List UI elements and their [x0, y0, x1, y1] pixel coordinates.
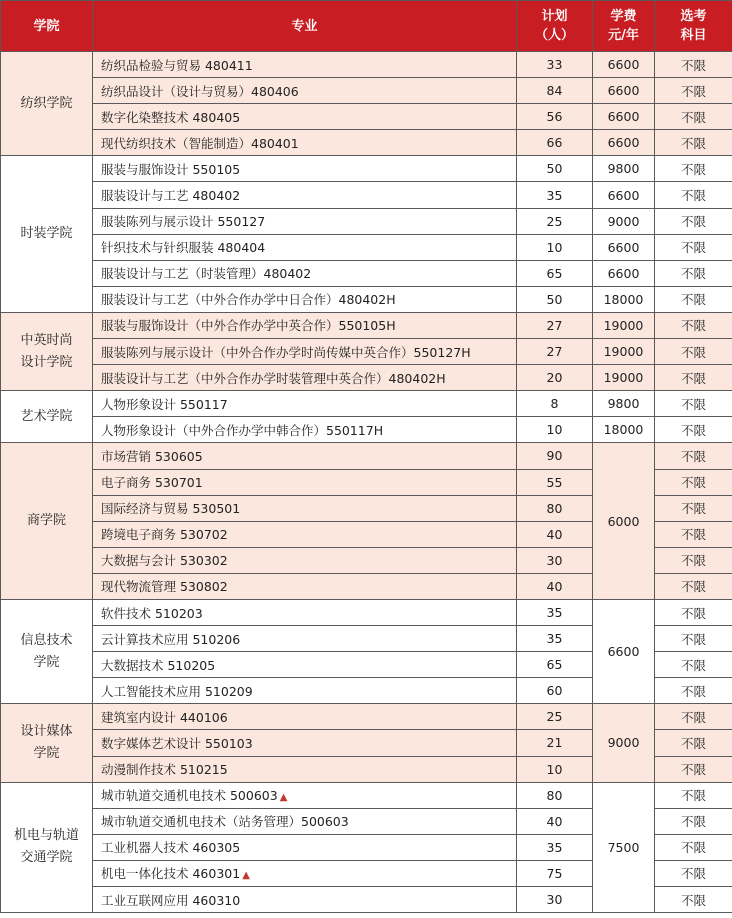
- major-name: 服装设计与工艺（中外合作办学时装管理中英合作）480402H: [101, 370, 446, 386]
- college-name-line: 商学院: [26, 513, 66, 529]
- major-name: 云计算技术应用 510206: [101, 631, 241, 647]
- major-cell: [93, 678, 517, 704]
- fee-cell: 9800: [593, 391, 655, 417]
- subject-cell: 不限: [655, 704, 732, 730]
- table-row: [1, 182, 732, 208]
- fee-cell: 19000: [593, 339, 655, 365]
- fee-cell: 6600: [593, 130, 655, 156]
- plan-cell: 35: [517, 626, 593, 652]
- subject-cell: 不限: [655, 208, 732, 234]
- major-name: 数字媒体艺术设计 550103: [101, 735, 253, 751]
- subject-cell: 不限: [655, 469, 732, 495]
- major-name: 服装陈列与展示设计（中外合作办学时尚传媒中英合作）550127H: [101, 344, 471, 360]
- major-cell: [93, 599, 517, 625]
- plan-cell: 10: [517, 756, 593, 782]
- major-name: 动漫制作技术 510215: [101, 762, 228, 778]
- plan-cell: 27: [517, 312, 593, 338]
- subject-cell: 不限: [655, 599, 732, 625]
- subject-cell: 不限: [655, 339, 732, 365]
- fee-cell: 6600: [593, 182, 655, 208]
- college-name-line: 设计学院: [20, 354, 73, 370]
- table-row: [1, 782, 732, 808]
- major-cell: [93, 443, 517, 469]
- major-name: 工业机器人技术 460305: [101, 840, 241, 856]
- plan-cell: 55: [517, 469, 593, 495]
- plan-cell: 25: [517, 208, 593, 234]
- major-name: 服装设计与工艺（时装管理）480402: [101, 266, 312, 282]
- plan-cell: 8: [517, 391, 593, 417]
- fee-cell: 6600: [593, 234, 655, 260]
- major-name: 现代纺织技术（智能制造）480401: [101, 135, 299, 151]
- header-major: 专业: [93, 1, 517, 52]
- major-cell: [93, 156, 517, 182]
- major-name: 人物形象设计（中外合作办学中韩合作）550117H: [101, 422, 384, 438]
- table-row: [1, 417, 732, 443]
- table-row: [1, 130, 732, 156]
- plan-cell: 50: [517, 156, 593, 182]
- college-name-line: 中英时尚: [20, 332, 73, 348]
- table-row: [1, 234, 732, 260]
- subject-cell: 不限: [655, 130, 732, 156]
- header-plan: 计划 （人）: [517, 1, 593, 52]
- major-name: 城市轨道交通机电技术（站务管理）500603: [101, 814, 349, 830]
- header-subject: 选考 科目: [655, 1, 732, 52]
- subject-cell: 不限: [655, 156, 732, 182]
- plan-cell: 56: [517, 104, 593, 130]
- fee-cell: 19000: [593, 365, 655, 391]
- major-name: 大数据技术 510205: [101, 657, 216, 673]
- major-cell: [93, 887, 517, 913]
- table-row: [1, 52, 732, 78]
- major-name: 工业互联网应用 460310: [101, 892, 241, 908]
- major-cell: [93, 808, 517, 834]
- subject-cell: 不限: [655, 78, 732, 104]
- subject-cell: 不限: [655, 495, 732, 521]
- plan-cell: 35: [517, 182, 593, 208]
- table-row: [1, 704, 732, 730]
- table-row: [1, 156, 732, 182]
- major-cell: [93, 78, 517, 104]
- plan-cell: 75: [517, 860, 593, 886]
- major-cell: [93, 626, 517, 652]
- subject-cell: 不限: [655, 312, 732, 338]
- major-cell: [93, 834, 517, 860]
- major-name: 大数据与会计 530302: [101, 553, 228, 569]
- major-cell: [93, 365, 517, 391]
- subject-cell: 不限: [655, 730, 732, 756]
- major-name: 国际经济与贸易 530501: [101, 501, 241, 517]
- header-fee: 学费 元/年: [593, 1, 655, 52]
- major-name: 电子商务 530701: [101, 475, 203, 491]
- college-name-line: 学院: [33, 654, 60, 670]
- table-header-row: [1, 1, 732, 52]
- major-name: 市场营销 530605: [101, 448, 203, 464]
- plan-cell: 10: [517, 234, 593, 260]
- plan-cell: 10: [517, 417, 593, 443]
- college-name-line: 交通学院: [20, 850, 73, 866]
- major-cell: [93, 339, 517, 365]
- subject-cell: 不限: [655, 260, 732, 286]
- major-name: 现代物流管理 530802: [101, 579, 228, 595]
- subject-cell: 不限: [655, 52, 732, 78]
- fee-cell: 9000: [593, 208, 655, 234]
- college-cell: [1, 704, 93, 782]
- college-cell: [1, 52, 93, 156]
- major-cell: [93, 391, 517, 417]
- plan-cell: 40: [517, 573, 593, 599]
- major-cell: [93, 104, 517, 130]
- table-row: [1, 208, 732, 234]
- college-name-line: 学院: [33, 745, 60, 761]
- subject-cell: 不限: [655, 365, 732, 391]
- subject-cell: 不限: [655, 182, 732, 208]
- major-name: 数字化染整技术 480405: [101, 109, 241, 125]
- table-body: [1, 52, 732, 913]
- subject-cell: 不限: [655, 573, 732, 599]
- college-cell: [1, 443, 93, 600]
- subject-cell: 不限: [655, 808, 732, 834]
- fee-cell: 6600: [593, 260, 655, 286]
- subject-cell: 不限: [655, 443, 732, 469]
- table-row: [1, 260, 732, 286]
- major-cell: [93, 704, 517, 730]
- major-cell: [93, 521, 517, 547]
- major-name: 服装设计与工艺（中外合作办学中日合作）480402H: [101, 292, 396, 308]
- triangle-marker-icon: ▲: [279, 792, 288, 804]
- major-cell: [93, 860, 517, 886]
- major-name: 软件技术 510203: [101, 605, 203, 621]
- fee-cell: 18000: [593, 286, 655, 312]
- fee-cell: 6000: [593, 443, 655, 600]
- college-name-line: 艺术学院: [20, 408, 73, 424]
- plan-cell: 90: [517, 443, 593, 469]
- fee-cell: 9000: [593, 704, 655, 782]
- fee-cell: 6600: [593, 52, 655, 78]
- subject-cell: 不限: [655, 104, 732, 130]
- college-cell: [1, 599, 93, 703]
- major-cell: [93, 756, 517, 782]
- major-cell: [93, 547, 517, 573]
- major-name: 针织技术与针织服装 480404: [101, 240, 266, 256]
- table-row: [1, 443, 732, 469]
- table-row: [1, 78, 732, 104]
- table-row: [1, 286, 732, 312]
- major-name: 建筑室内设计 440106: [101, 709, 228, 725]
- major-cell: [93, 782, 517, 808]
- subject-cell: 不限: [655, 652, 732, 678]
- table-row: [1, 365, 732, 391]
- subject-cell: 不限: [655, 626, 732, 652]
- subject-cell: 不限: [655, 391, 732, 417]
- subject-cell: 不限: [655, 782, 732, 808]
- fee-cell: 19000: [593, 312, 655, 338]
- major-cell: [93, 130, 517, 156]
- plan-cell: 66: [517, 130, 593, 156]
- college-name-line: 机电与轨道: [13, 828, 79, 844]
- major-name: 服装与服饰设计（中外合作办学中英合作）550105H: [101, 318, 396, 334]
- plan-cell: 65: [517, 652, 593, 678]
- subject-cell: 不限: [655, 887, 732, 913]
- table-row: [1, 104, 732, 130]
- plan-cell: 35: [517, 834, 593, 860]
- college-cell: [1, 391, 93, 443]
- major-cell: [93, 652, 517, 678]
- fee-cell: 6600: [593, 78, 655, 104]
- major-name: 服装陈列与展示设计 550127: [101, 214, 266, 230]
- major-cell: [93, 417, 517, 443]
- plan-cell: 27: [517, 339, 593, 365]
- plan-cell: 80: [517, 495, 593, 521]
- college-cell: [1, 312, 93, 390]
- major-name: 服装与服饰设计 550105: [101, 161, 241, 177]
- major-name: 服装设计与工艺 480402: [101, 188, 241, 204]
- major-cell: [93, 260, 517, 286]
- triangle-marker-icon: ▲: [242, 870, 250, 882]
- subject-cell: 不限: [655, 234, 732, 260]
- table-row: [1, 339, 732, 365]
- plan-cell: 25: [517, 704, 593, 730]
- major-cell: [93, 573, 517, 599]
- major-cell: [93, 312, 517, 338]
- table-row: [1, 391, 732, 417]
- subject-cell: 不限: [655, 547, 732, 573]
- plan-cell: 21: [517, 730, 593, 756]
- plan-cell: 65: [517, 260, 593, 286]
- subject-cell: 不限: [655, 417, 732, 443]
- plan-cell: 30: [517, 887, 593, 913]
- college-cell: [1, 782, 93, 912]
- subject-cell: 不限: [655, 756, 732, 782]
- fee-cell: 6600: [593, 599, 655, 703]
- subject-cell: 不限: [655, 860, 732, 886]
- table-row: [1, 312, 732, 338]
- plan-cell: 84: [517, 78, 593, 104]
- major-cell: [93, 286, 517, 312]
- fee-cell: 9800: [593, 156, 655, 182]
- major-name: 人物形象设计 550117: [101, 396, 228, 412]
- college-name-line: 设计媒体: [20, 723, 73, 739]
- plan-cell: 60: [517, 678, 593, 704]
- major-name: 人工智能技术应用 510209: [101, 683, 253, 699]
- plan-cell: 20: [517, 365, 593, 391]
- major-cell: [93, 495, 517, 521]
- subject-cell: 不限: [655, 678, 732, 704]
- major-cell: [93, 730, 517, 756]
- major-cell: [93, 469, 517, 495]
- college-cell: [1, 156, 93, 313]
- major-name: 纺织品设计（设计与贸易）480406: [101, 83, 299, 99]
- major-cell: [93, 208, 517, 234]
- major-name: 纺织品检验与贸易 480411: [101, 57, 253, 73]
- plan-cell: 40: [517, 521, 593, 547]
- plan-cell: 80: [517, 782, 593, 808]
- header-college: 学院: [1, 1, 93, 52]
- table-row: [1, 599, 732, 625]
- plan-cell: 40: [517, 808, 593, 834]
- college-name-line: 信息技术: [20, 632, 73, 648]
- major-cell: [93, 182, 517, 208]
- fee-cell: 18000: [593, 417, 655, 443]
- major-name: 跨境电子商务 530702: [101, 527, 228, 543]
- major-name: 城市轨道交通机电技术 500603: [101, 788, 278, 804]
- major-name: 机电一体化技术 460301: [101, 866, 241, 882]
- subject-cell: 不限: [655, 521, 732, 547]
- fee-cell: 7500: [593, 782, 655, 912]
- fee-cell: 6600: [593, 104, 655, 130]
- college-name-line: 纺织学院: [20, 95, 73, 111]
- plan-cell: 30: [517, 547, 593, 573]
- major-cell: [93, 52, 517, 78]
- college-name-line: 时装学院: [20, 226, 73, 242]
- plan-cell: 50: [517, 286, 593, 312]
- plan-cell: 33: [517, 52, 593, 78]
- subject-cell: 不限: [655, 834, 732, 860]
- major-cell: [93, 234, 517, 260]
- plan-cell: 35: [517, 599, 593, 625]
- subject-cell: 不限: [655, 286, 732, 312]
